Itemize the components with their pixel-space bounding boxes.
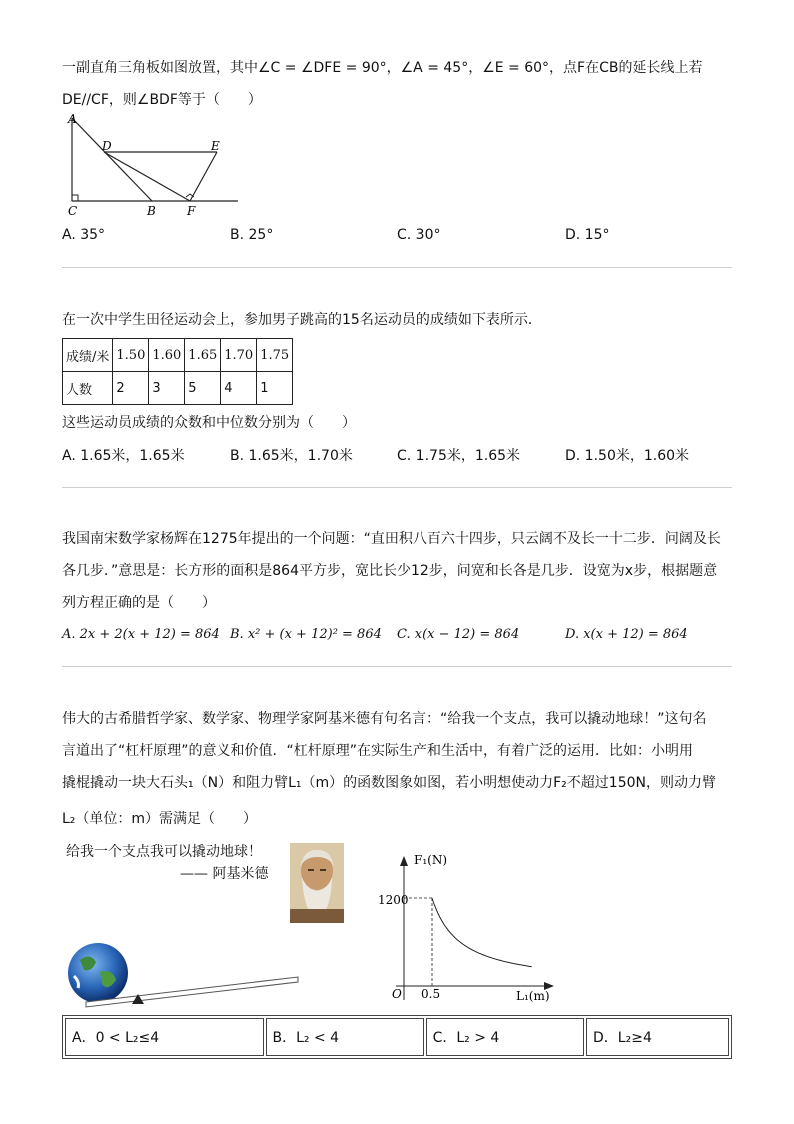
q4-stem-line4: L₂（单位：m）需满足（ ） (62, 811, 258, 827)
earth-icon (68, 943, 128, 1003)
q4-option-c[interactable]: C．L₂ > 4 (426, 1018, 584, 1056)
q2-stem: 在一次中学生田径运动会上，参加男子跳高的15名运动员的成绩如下表所示． (62, 312, 542, 328)
q4-option-a[interactable]: A．0 < L₂≤4 (65, 1018, 264, 1056)
q4-stem-line1: 伟大的古希腊哲学家、数学家、物理学家阿基米德有句名言：“给我一个支点，我可以撬动地球！”这句名 (62, 711, 707, 727)
q4-option-d[interactable]: D．L₂≥4 (586, 1018, 729, 1056)
q2-option-c[interactable]: C. 1.75米，1.65米 (397, 448, 521, 464)
origin-label: O (392, 987, 402, 1001)
q2-question: 这些运动员成绩的众数和中位数分别为（ ） (62, 415, 356, 431)
table-cell: 3 (149, 372, 185, 405)
label-b: B (147, 204, 156, 218)
table-cell: 成绩/米 (63, 339, 113, 372)
q3-option-a[interactable]: A. 2x + 2(x + 12) = 864 (62, 627, 220, 642)
q3-stem-line2: 各几步．”意思是：长方形的面积是864平方步，宽比长少12步，问宽和长各是几步．设宽为x步，根据题意 (62, 563, 718, 579)
x-tick-label: 0.5 (421, 987, 441, 1001)
archimedes-quote: 给我一个支点我可以撬动地球！ (66, 844, 262, 860)
table-cell: 2 (113, 372, 149, 405)
label-e: E (211, 139, 220, 153)
q4-stem-line2: 言道出了“杠杆原理”的意义和价值．“杠杆原理”在实际生产和生活中，有着广泛的运用．比如：小明用 (62, 743, 694, 759)
q3-option-d[interactable]: D. x(x + 12) = 864 (565, 627, 688, 642)
q1-stem-line1: 一副直角三角板如图放置，其中∠C = ∠DFE = 90°，∠A = 45°，∠E = 60°，点F在CB的延长线上若 (62, 60, 703, 76)
label-d: D (102, 139, 112, 153)
function-curve (432, 898, 532, 967)
q4-stem-line3: 撬棍撬动一块大石头₁（N）和阻力臂L₁（m）的函数图象如图，若小明想使动力F₂不超过150N，则动力臂 (62, 775, 716, 791)
inverse-function-graph (376, 852, 556, 1010)
table-cell: 1.60 (149, 339, 185, 372)
archimedes-author: —— 阿基米德 (180, 866, 269, 882)
q1-stem-line2: DE//CF，则∠BDF等于（ ） (62, 92, 262, 108)
y-tick-label: 1200 (378, 893, 409, 907)
archimedes-portrait (290, 843, 344, 923)
label-a: A (68, 112, 77, 126)
table-cell: 1.75 (257, 339, 293, 372)
divider (62, 487, 732, 488)
table-cell: 1.65 (185, 339, 221, 372)
q1-option-d[interactable]: D. 15° (565, 227, 610, 243)
q1-triangle-figure (62, 112, 242, 222)
q2-option-b[interactable]: B. 1.65米，1.70米 (230, 448, 353, 464)
divider (62, 267, 732, 268)
table-cell: 1 (257, 372, 293, 405)
q1-option-c[interactable]: C. 30° (397, 227, 441, 243)
q3-stem-line1: 我国南宋数学家杨辉在1275年提出的一个问题：“直田积八百六十四步，只云阔不及长一十二步．问阔及长 (62, 531, 721, 547)
score-table (62, 338, 293, 405)
y-axis-label: F₁(N) (414, 853, 447, 867)
table-cell: 4 (221, 372, 257, 405)
q3-stem-line3: 列方程正确的是（ ） (62, 595, 216, 611)
table-cell: 人数 (63, 372, 113, 405)
lever-illustration (66, 942, 306, 1012)
table-row (63, 339, 293, 372)
divider (62, 666, 732, 667)
label-f: F (187, 204, 196, 218)
q1-option-b[interactable]: B. 25° (230, 227, 274, 243)
x-axis-label: L₁(m) (516, 989, 550, 1003)
label-c: C (68, 204, 78, 218)
q2-option-a[interactable]: A. 1.65米，1.65米 (62, 448, 185, 464)
q3-option-b[interactable]: B. x² + (x + 12)² = 864 (230, 627, 382, 642)
q4-options-table (62, 1015, 732, 1059)
q1-option-a[interactable]: A. 35° (62, 227, 106, 243)
table-row (63, 372, 293, 405)
table-cell: 1.50 (113, 339, 149, 372)
q2-option-d[interactable]: D. 1.50米，1.60米 (565, 448, 690, 464)
q3-option-c[interactable]: C. x(x − 12) = 864 (397, 627, 520, 642)
table-cell: 5 (185, 372, 221, 405)
table-row (65, 1018, 729, 1056)
q4-option-b[interactable]: B．L₂ < 4 (266, 1018, 424, 1056)
table-cell: 1.70 (221, 339, 257, 372)
